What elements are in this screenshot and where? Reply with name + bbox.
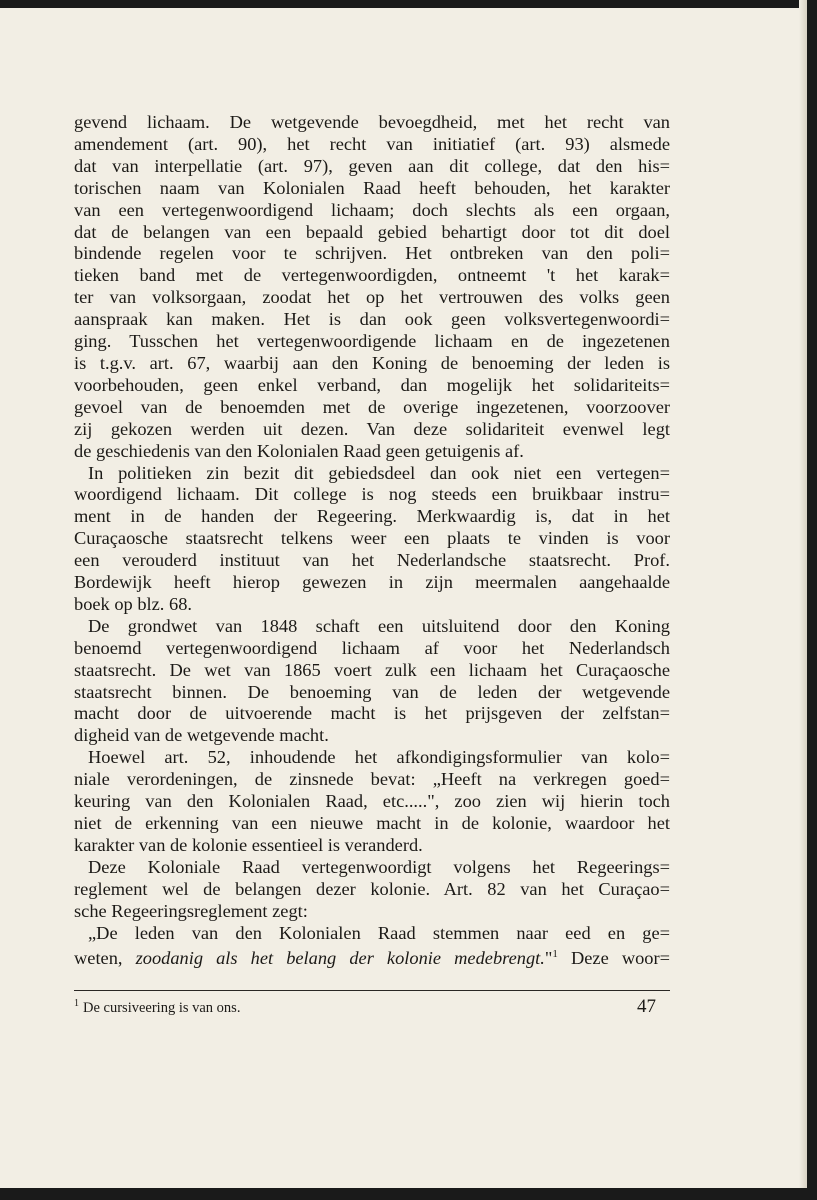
- body-text: [74, 112, 670, 970]
- page-number: 47: [637, 996, 656, 1017]
- text-line: Bordewijk heeft hierop gewezen in zijn meermalen aangehaalde: [74, 572, 670, 593]
- text-line: van een vertegenwoordigend lichaam; doch slechts als een orgaan,: [74, 199, 670, 220]
- page-edge-shadow: [799, 0, 807, 1200]
- text-line: niale verordeningen, de zinsnede bevat: „Heeft na verkregen goed=: [74, 769, 670, 790]
- text-line: bindende regelen voor te schrijven. Het ontbreken van den poli=: [74, 243, 670, 264]
- text-fragment: Deze woor=: [557, 948, 670, 969]
- text-line: voorbehouden, geen enkel verband, dan mogelijk het solidariteits=: [74, 374, 670, 395]
- text-line: staatsrecht binnen. De benoeming van de leden der wetgevende: [74, 681, 670, 702]
- text-line: „De leden van den Kolonialen Raad stemmen naar eed en ge=: [88, 922, 670, 943]
- text-line: digheid van de wetgevende macht.: [74, 725, 329, 746]
- text-line: dat de belangen van een bepaald gebied behartigt door tot dit doel: [74, 221, 670, 242]
- text-line: niet de erkenning van een nieuwe macht in de kolonie, waardoor het: [74, 813, 670, 833]
- italic-quote: zoodanig als het belang der kolonie medebrengt.: [135, 948, 545, 969]
- text-line: torischen naam van Kolonialen Raad heeft behouden, het karakter: [74, 177, 670, 198]
- text-line: gevend lichaam. De wetgevende bevoegdheid, met het recht van: [74, 112, 670, 132]
- text-line: tieken band met de vertegenwoordigden, ontneemt 't het karak=: [74, 265, 670, 286]
- text-line: karakter van de kolonie essentieel is veranderd.: [74, 834, 423, 855]
- text-line: aanspraak kan maken. Het is dan ook geen volksvertegenwoordi=: [74, 309, 670, 330]
- text-line: dat van interpellatie (art. 97), geven aan dit college, dat den his=: [74, 155, 670, 176]
- scan-border-right: [807, 0, 817, 1200]
- text-line: In politieken zin bezit dit gebiedsdeel dan ook niet een vertegen=: [88, 462, 670, 483]
- text-line: boek op blz. 68.: [74, 593, 192, 614]
- text-line: sche Regeeringsreglement zegt:: [74, 900, 308, 921]
- scan-border-bottom: [0, 1188, 817, 1200]
- text-line: Hoewel art. 52, inhoudende het afkondigingsformulier van kolo=: [88, 747, 670, 768]
- text-line-with-italic: [74, 944, 670, 970]
- text-line: is t.g.v. art. 67, waarbij aan den Koning de benoeming der leden is: [74, 352, 670, 373]
- text-line: Curaçaosche staatsrecht telkens weer een plaats te vinden is voor: [74, 528, 670, 549]
- text-line: keuring van den Kolonialen Raad, etc.....", zoo zien wij hierin toch: [74, 791, 670, 812]
- text-line: reglement wel de belangen dezer kolonie. Art. 82 van het Curaçao=: [74, 878, 670, 899]
- text-line: Deze Koloniale Raad vertegenwoordigt volgens het Regeerings=: [88, 856, 670, 877]
- text-line: zij gekozen werden uit dezen. Van deze solidariteit evenwel legt: [74, 418, 670, 439]
- text-line: ment in de handen der Regeering. Merkwaardig is, dat in het: [74, 506, 670, 527]
- text-line: ging. Tusschen het vertegenwoordigende lichaam en de ingezetenen: [74, 331, 670, 352]
- scan-border-top: [0, 0, 817, 8]
- closing-quote: ": [544, 948, 553, 969]
- footnote-text: De cursiveering is van ons.: [83, 999, 241, 1016]
- text-line: woordigend lichaam. Dit college is nog steeds een bruikbaar instru=: [74, 484, 670, 505]
- text-line: amendement (art. 90), het recht van initiatief (art. 93) alsmede: [74, 133, 670, 154]
- text-fragment: weten,: [74, 948, 136, 969]
- footnote-marker: 1: [74, 998, 79, 1009]
- text-line: De grondwet van 1848 schaft een uitsluitend door den Koning: [88, 615, 670, 636]
- text-line: ter van volksorgaan, zoodat het op het vertrouwen des volks geen: [74, 287, 670, 308]
- text-line: staatsrecht. De wet van 1865 voert zulk een lichaam het Curaçaosche: [74, 659, 670, 680]
- text-line: benoemd vertegenwoordigend lichaam af voor het Nederlandsch: [74, 637, 670, 658]
- text-line: macht door de uitvoerende macht is het prijsgeven der zelfstan=: [74, 703, 670, 724]
- text-line: een verouderd instituut van het Nederlandsche staatsrecht. Prof.: [74, 550, 670, 571]
- footnote-divider: [74, 990, 670, 991]
- text-line: de geschiedenis van den Kolonialen Raad geen getuigenis af.: [74, 440, 524, 461]
- footnote-reference: 1: [552, 948, 558, 961]
- footnote: [74, 995, 240, 1017]
- text-line: gevoel van de benoemden met de overige ingezetenen, voorzoover: [74, 396, 670, 417]
